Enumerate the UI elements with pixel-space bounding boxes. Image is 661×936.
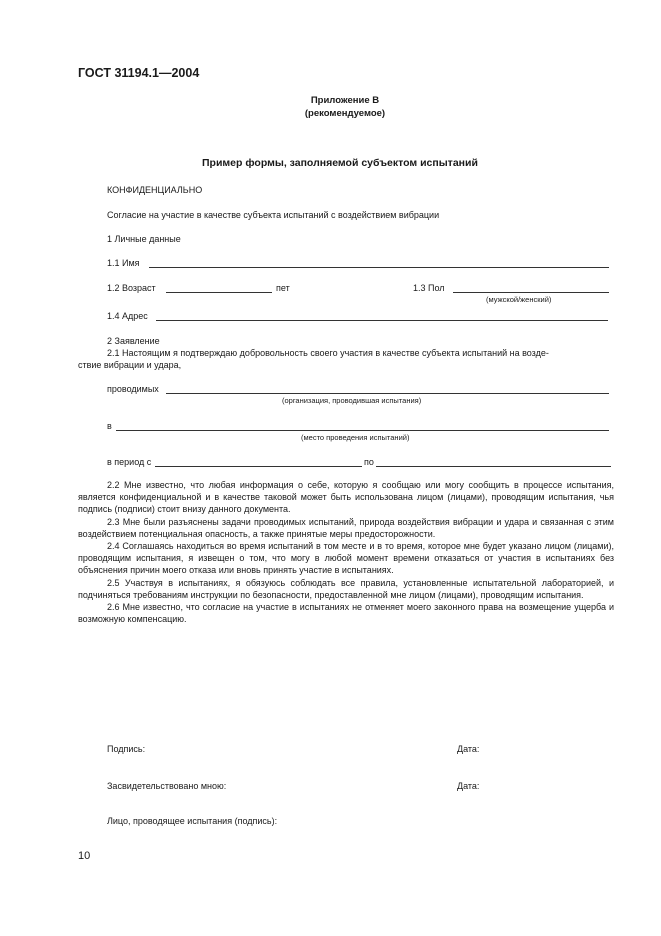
p21-line1: 2.1 Настоящим я подтверждаю добровольность своего участия в качестве субъекта испытаний на возде- [107,348,549,358]
date-label: Дата: [457,744,480,754]
name-field[interactable] [149,267,609,268]
form-title: Пример формы, заполняемой субъектом испытаний [202,157,478,169]
signature-label: Подпись: [107,744,146,754]
place-field[interactable] [116,430,609,431]
sex-label: 1.3 Пол [413,283,445,293]
conducted-label: проводимых [107,384,159,394]
tester-signature-label: Лицо, проводящее испытания (подпись): [107,816,278,826]
confidential-label: КОНФИДЕНЦИАЛЬНО [107,185,203,195]
period-to-field[interactable] [376,466,611,467]
period-from-label: в период с [107,457,152,467]
statement-paragraphs [78,479,614,625]
paragraph-2-5: 2.5 Участвуя в испытаниях, я обязуюсь соблюдать все правила, установленные испытательной лабораторией, и подчиняться требованиям инструкции по безопасности, предоставленной мне лицом (лицами), проводящим испытания. [78,577,614,600]
paragraph-2-6: 2.6 Мне известно, что согласие на участие в испытаниях не отменяет моего законного права на возмещение ущерба и возможную компенсацию. [78,602,614,625]
in-label: в [107,421,112,431]
paragraph-2-4: 2.4 Соглашаясь находиться во время испытаний в том месте и в то время, которое мне будет указано лицом (лицами), проводящим испытания, я извещен о том, что могу в любой момент времени отказаться от участия в испытаниях без объяснения причин моего отказа или вновь принять участие в испытаниях. [78,541,614,576]
sex-field[interactable] [453,292,609,293]
age-field[interactable] [166,292,272,293]
sex-caption: (мужской/женский) [486,295,552,304]
section-statement: 2 Заявление [107,336,160,346]
standard-number: ГОСТ 31194.1—2004 [78,66,200,80]
appendix-status: (рекомендуемое) [304,108,386,119]
paragraph-2-3: 2.3 Мне были разъяснены задачи проводимых испытаний, природа воздействия вибрации и удара и связанная с этим воздействием потенциальная опасность, а также принятые меры предосторожности. [78,516,614,539]
page-number: 10 [78,850,91,862]
address-field[interactable] [156,320,608,321]
witnessed-label: Засвидетельствовано мною: [107,781,227,791]
organization-caption: (организация, проводившая испытания) [282,396,422,405]
age-label: 1.2 Возраст [107,283,156,293]
p21-line2: ствие вибрации и удара, [78,360,182,370]
name-label: 1.1 Имя [107,258,140,268]
organization-field[interactable] [166,393,609,394]
period-from-field[interactable] [155,466,362,467]
appendix-title: Приложение В [310,95,380,106]
age-unit: пет [276,283,290,293]
period-to-label: по [364,457,374,467]
paragraph-2-2: 2.2 Мне известно, что любая информация о себе, которую я сообщаю или могу сообщить в процессе испытания, является конфиденциальной и в качестве таковой может быть использована лицом (лицами), проводящим испытания, чья подпись (подписи) стоит внизу данного документа. [78,480,614,515]
section-personal-data: 1 Личные данные [107,234,181,244]
address-label: 1.4 Адрес [107,311,148,321]
consent-heading: Согласие на участие в качестве субъекта испытаний с воздействием вибрации [107,210,440,220]
place-caption: (место проведения испытаний) [301,433,410,442]
date-label-2: Дата: [457,781,480,791]
